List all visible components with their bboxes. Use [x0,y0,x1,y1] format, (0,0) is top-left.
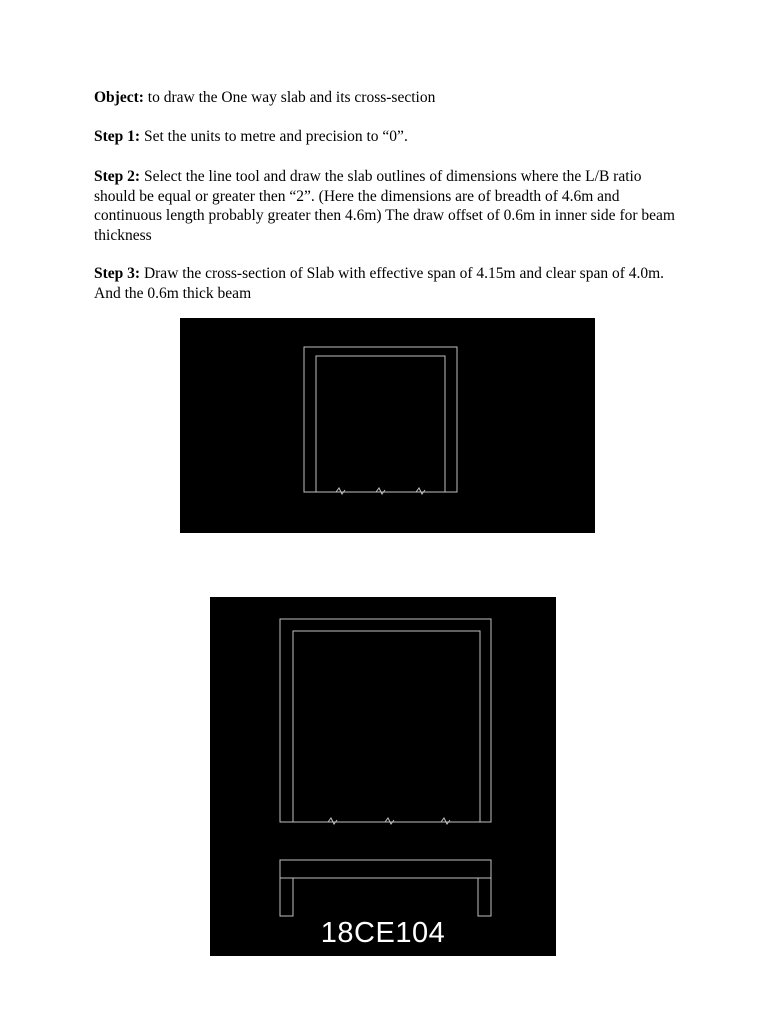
slab-plan-svg [180,318,595,533]
step-3-paragraph [94,264,684,303]
course-code-label: 18CE104 [320,917,446,949]
step-2-text: Select the line tool and draw the slab outlines of dimensions where the L/B ratio should be equal or greater then “2”. (Here the dimensions are of breadth of 4.6m and continuous length probably greater then 4.6m) The draw offset of 0.6m in inner side for beam thickness [94,168,675,244]
step-1-label: Step 1: [94,128,141,145]
break-line-marks [328,818,450,824]
slab-inner-outline [316,356,445,492]
object-paragraph [94,88,684,108]
slab-outer-outline [304,347,457,492]
object-text: to draw the One way slab and its cross-section [143,89,436,106]
step-3-label: Step 3: [94,265,141,282]
slab-outer-outline [280,619,491,822]
slab-plan-drawing [180,318,595,533]
slab-section-svg [210,597,556,956]
step-1-paragraph [94,127,684,147]
step-1-text: Set the units to metre and precision to “0”. [140,128,408,145]
left-beam-outline [280,878,293,916]
step-3-text: Draw the cross-section of Slab with effective span of 4.15m and clear span of 4.0m. And the 0.6m thick beam [94,265,665,302]
step-2-label: Step 2: [94,168,141,185]
break-line-marks [336,488,425,494]
slab-section-outline [280,860,491,878]
slab-inner-outline [293,631,480,822]
object-label: Object: [94,89,144,106]
slab-section-drawing [210,597,556,956]
step-2-paragraph [94,167,684,245]
right-beam-outline [478,878,491,916]
